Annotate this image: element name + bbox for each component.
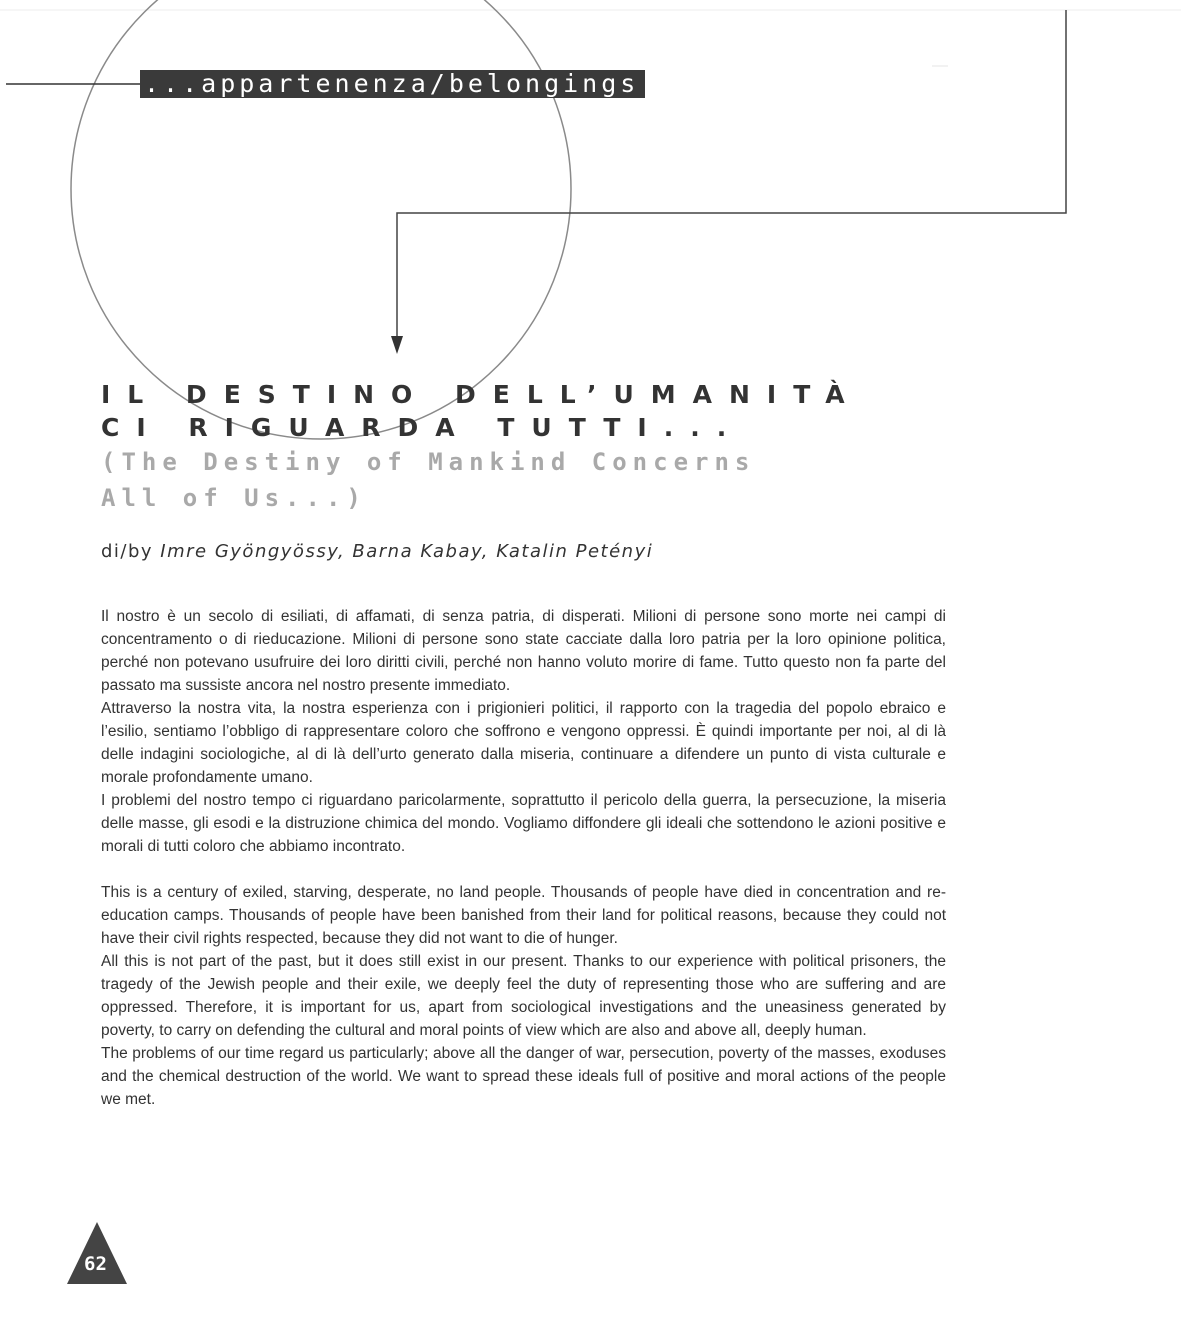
title-italian-line-1: IL DESTINO DELL’UMANITÀ (101, 380, 862, 409)
body-text (101, 605, 946, 1111)
arrow-head-icon (391, 336, 403, 354)
page-number: 62 (84, 1253, 107, 1275)
byline-prefix: di/by (101, 541, 161, 562)
title-english-line-2: All of Us...) (101, 484, 367, 512)
byline (101, 541, 653, 562)
italian-paragraph: Attraverso la nostra vita, la nostra esperienza con i prigionieri politici, il rapporto con la tragedia del popolo ebraico e l’esilio, sentiamo l’obbligo di rappresentare coloro che soffrono e vengono oppressi. È quindi importante per noi, al di là delle indagini sociologiche, al di là dell’urto generato dalla miseria, continuare a difendere un punto di vista culturale e morale profondamente umano. (101, 700, 946, 786)
italian-paragraph: I problemi del nostro tempo ci riguardano paricolarmente, soprattutto il pericolo della guerra, la persecuzione, la miseria delle masse, gli esodi e la distruzione chimica del mondo. Vogliamo diffondere gli ideali che sottendono le azioni positive e morali di tutti coloro che abbiamo incontrato. (101, 792, 946, 855)
italian-paragraph: Il nostro è un secolo di esiliati, di affamati, di senza patria, di disperati. Milioni di persone sono morte nei campi di concentramento o di rieducazione. Milioni di persone sono state cacciate dalla loro patria per la loro opinione politica, perché non potevano usufruire dei loro diritti civili, perché non hanno voluto morire di fame. Tutto questo non fa parte del passato ma sussiste ancora nel nostro presente immediato. (101, 608, 946, 694)
english-paragraph: This is a century of exiled, starving, desperate, no land people. Thousands of people have died in concentration and re-education camps. Thousands of people have been banished from their land for political reasons, because they could not have their civil rights respected, because they did not want to die of hunger. (101, 884, 946, 947)
title-english-line-1: (The Destiny of Mankind Concerns (101, 448, 756, 476)
english-paragraph: The problems of our time regard us particularly; above all the danger of war, persecution, poverty of the masses, exoduses and the chemical destruction of the world. We want to spread these ideals full of positive and moral actions of the people we met. (101, 1045, 946, 1108)
title-italian-line-2: CI RIGUARDA TUTTI... (101, 413, 744, 442)
connector-arrow-line (397, 10, 1066, 342)
title-block (101, 378, 862, 516)
byline-authors: Imre Gyöngyössy, Barna Kabay, Katalin Petényi (160, 541, 654, 562)
english-paragraph: All this is not part of the past, but it does still exist in our present. Thanks to our experience with political prisoners, the tragedy of the Jewish people and their exile, we deeply feel the duty of representing those who are suffering and are oppressed. Therefore, it is important for us, apart from sociological investigations and the uneasiness generated by poverty, to carry on defending the cultural and moral points of view which are also and above all, deeply human. (101, 953, 946, 1039)
decorative-circle (71, 0, 571, 439)
section-label: ...appartenenza/belongings (140, 70, 645, 98)
